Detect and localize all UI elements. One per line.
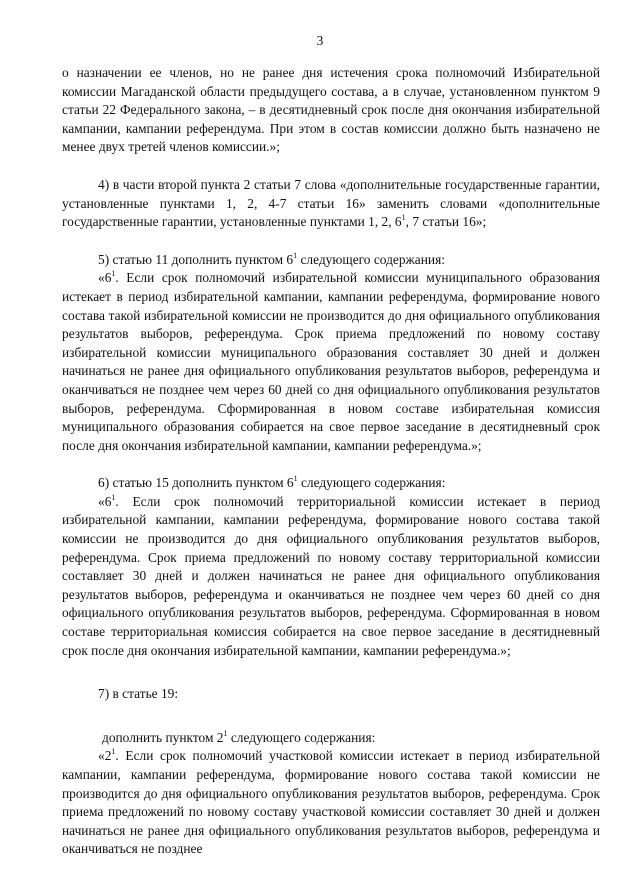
paragraph-item-5: 5) статью 11 дополнить пунктом $6^1$ следующего содержания: [98,250,445,267]
document-body [62,64,600,859]
paragraph-item-6: 6) статью 15 дополнить пунктом $6^1$ следующего содержания: [98,474,446,491]
page-number: 3 [316,33,324,48]
paragraph-item-7-intro: дополнить пунктом $2^1$ следующего содержания: [102,728,376,745]
paragraph-item-5-text: «$6^1$. Если срок полномочий избирательной комиссии муниципального образования истекает в период избирательной кампании, кампании референдума, формирование нового состава такой избирательной комиссии не производится до дня официального опубликования результатов выборов, референдума. Срок приема предложений по новому составу избирательной комиссии муниципального образования составляет 30 дней и должен начинаться не ранее дня официального опубликования результатов выборов, референдума и оканчиваться не позднее чем через 60 дней со дня официального опубликования результатов выборов, референдума. Сформированная в новом составе избирательная комиссия муниципального образования собирается на свое первое заседание в десятидневный срок после дня окончания избирательной кампании, кампании референдума.»; [62,269,600,453]
paragraph-item-7: 7) в статье 19: [98,686,179,702]
paragraph-item-4: 4) в части второй пункта 2 статьи 7 слова «дополнительные государственные гарантии, установленные пунктами 1, 2, 4-7 статьи 16» заменить словами «дополнительные государственные гарантии, установленные пунктами 1, 2, $6^1$, 7 статьи 16»; [62,176,600,230]
paragraph-item-7-text: «$2^1$. Если срок полномочий участковой комиссии истекает в период избирательной кампании, кампании референдума, формирование нового состава такой комиссии не производится до дня официального опубликования результатов выборов, референдума. Срок приема предложений по новому составу участковой комиссии составляет 30 дней и должен начинаться не ранее дня официального опубликования результатов выборов, референдума и оканчиваться не позднее [62,747,600,857]
paragraph-item-6-text: «$6^1$. Если срок полномочий территориальной комиссии истекает в период избирательной кампании, кампании референдума, формирование нового состава такой комиссии не производится до дня официального опубликования результатов выборов, референдума. Срок приема предложений по новому составу территориальной комиссии составляет 30 дней и должен начинаться не ранее дня официального опубликования результатов выборов, референдума и оканчиваться не позднее чем через 60 дней со дня официального опубликования результатов выборов, референдума. Сформированная в новом составе территориальная комиссия собирается на свое первое заседание в десятидневный срок после дня окончания избирательной кампании, кампании референдума.»; [62,492,600,658]
paragraph-continuation: о назначении ее членов, но не ранее дня истечения срока полномочий Избирательной комиссии Магаданской области предыдущего состава, а в случае, установленном пунктом 9 статьи 22 Федерального закона, – в десятидневный срок после дня окончания избирательной кампании, кампании референдума. При этом в состав комиссии должно быть назначено не менее двух третей членов комиссии.»; [62,65,600,155]
